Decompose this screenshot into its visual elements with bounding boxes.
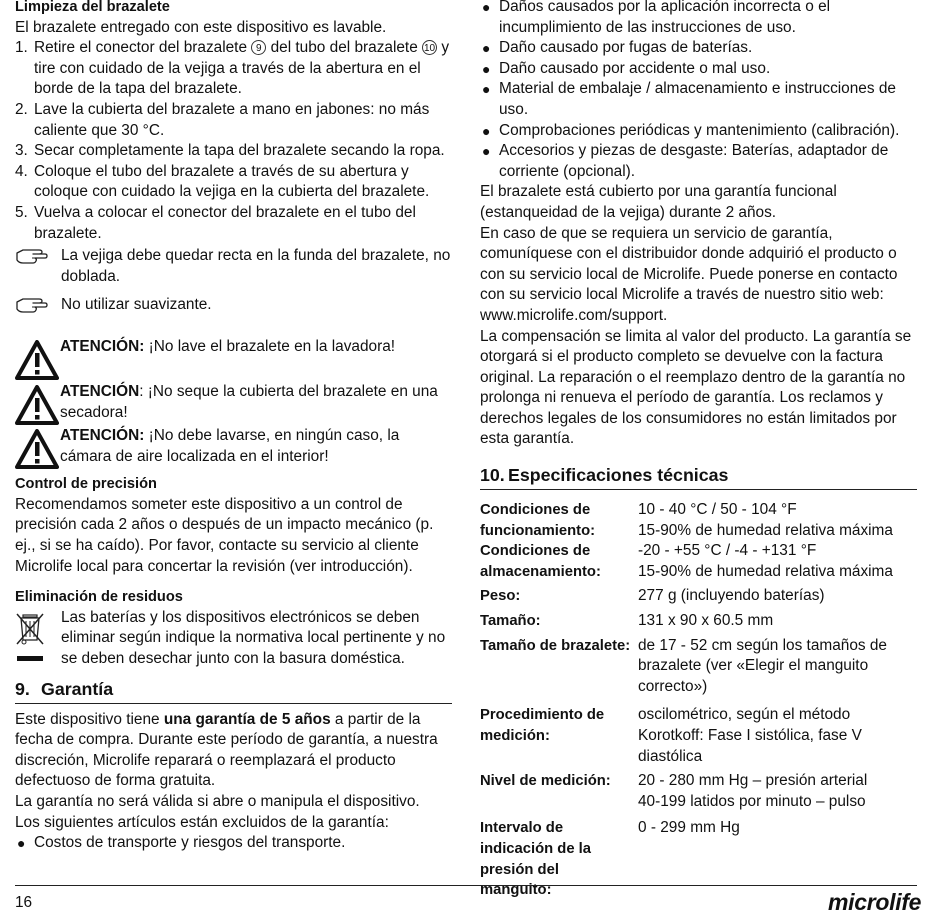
spec-key: Condiciones de funcionamiento: xyxy=(480,502,596,539)
spec-key: Tamaño: xyxy=(480,613,541,630)
section-title: Especificaciones técnicas xyxy=(508,465,729,486)
warning-washing-machine xyxy=(15,337,452,377)
list-item-text: Daño causado por fugas de baterías. xyxy=(499,39,753,57)
waste-heading: Eliminación de residuos xyxy=(15,589,183,606)
bullet-icon: ● xyxy=(482,0,491,15)
spec-value-text: -20 - +55 °C / -4 - +131 °F 15-90% de humedad relativa máxima xyxy=(638,542,893,580)
warranty-exclusions-left xyxy=(15,833,452,854)
spec-value xyxy=(638,541,917,582)
step-text: Coloque el tubo del brazalete a través de su abertura y coloque con cuidado la vejiga en la cubierta del brazalete. xyxy=(34,162,430,201)
warranty-compensation: La compensación se limita al valor del producto. La garantía se otorgará si el producto completo se devuelve con la factura original. La reparación o el reemplazo dentro de la garantía no prolonga ni renueva el período de garantía. Los reclamos y derechos legales de los consumidores no están limitados por esta garantía. xyxy=(480,327,912,448)
warning-lead: ATENCIÓN xyxy=(60,382,140,400)
bullet-icon: ● xyxy=(17,835,26,852)
specs-heading xyxy=(480,464,917,490)
specs-table xyxy=(480,500,917,901)
list-item-text: Accesorios y piezas de desgaste: Baterías, adaptador de corriente (opcional). xyxy=(499,142,889,180)
spec-key: Nivel de medición: xyxy=(480,773,611,790)
warning-triangle-icon xyxy=(15,340,59,380)
spec-value: 277 g (incluyendo baterías) xyxy=(638,587,825,605)
step-2 xyxy=(15,100,452,141)
warranty-text: Este dispositivo tiene xyxy=(15,710,164,728)
warning-text: ¡No lave el brazalete en la lavadora! xyxy=(144,337,396,355)
list-item xyxy=(480,59,917,80)
reference-9-icon: 9 xyxy=(251,40,266,55)
note-text: La vejiga debe quedar recta en la funda del brazalete, no doblada. xyxy=(61,247,451,285)
warranty-text: a partir de la fecha de compra. Durante este período de garantía, a nuestra discreción, Microlife reparará o reemplazará el producto defectuoso de forma gratuita. xyxy=(15,710,438,790)
cleaning-intro: El brazalete entregado con este dispositivo es lavable. xyxy=(15,18,387,36)
spec-key: Procedimiento de medición: xyxy=(480,707,605,744)
list-item xyxy=(480,141,917,182)
warning-air-chamber xyxy=(15,426,452,467)
spec-key: Peso: xyxy=(480,588,521,605)
warranty-service: En caso de que se requiera un servicio de garantía, comuníquese con el distribuidor donde adquirió el producto o con su servicio local de Microlife. Puede ponerse en contacto con su servicio local Microlife a través de nuestro sitio web: www.microlife.com/support. xyxy=(480,224,898,324)
list-item-text: Comprobaciones periódicas y mantenimiento (calibración). xyxy=(499,121,900,139)
pointing-hand-icon xyxy=(15,244,51,266)
spec-value-text: 20 - 280 mm Hg – presión arterial 40-199 latidos por minuto – pulso xyxy=(638,772,868,810)
spec-key: Tamaño de brazalete: xyxy=(480,637,631,654)
step-number: 1. xyxy=(15,39,28,57)
spec-value: 0 - 299 mm Hg xyxy=(638,819,740,837)
brand-logo: microlife xyxy=(828,889,922,915)
step-text: Vuelva a colocar el conector del brazalete en el tubo del brazalete. xyxy=(34,203,416,242)
step-1 xyxy=(15,38,452,100)
bullet-icon: ● xyxy=(482,81,491,98)
step-5 xyxy=(15,203,452,244)
bullet-icon: ● xyxy=(482,60,491,77)
section-number: 9. xyxy=(15,678,30,699)
left-column xyxy=(15,0,452,854)
step-number: 4. xyxy=(15,162,28,180)
bullet-icon: ● xyxy=(482,40,491,57)
step-text: y tire con cuidado de la vejiga a través de la abertura en el borde de la tapa del brazalete. xyxy=(34,39,450,98)
step-text: Retire el conector del brazalete xyxy=(34,39,248,57)
spec-value: de 17 - 52 cm según los tamaños de brazalete (ver «Elegir el manguito correcto») xyxy=(638,636,887,695)
warning-text: : ¡No seque la cubierta del brazalete en una secadora! xyxy=(60,382,438,421)
cleaning-steps xyxy=(15,38,452,244)
warning-lead: ATENCIÓN: xyxy=(60,427,145,445)
section-title: Garantía xyxy=(41,678,114,699)
step-number: 5. xyxy=(15,203,28,221)
cuff-warranty: El brazalete está cubierto por una garantía funcional (estanqueidad de la vejiga) durante 2 años. xyxy=(480,183,837,221)
reference-10-icon: 10 xyxy=(422,40,437,55)
spec-key: Intervalo de indicación de la presión del manguito: xyxy=(480,820,592,899)
bullet-icon: ● xyxy=(482,122,491,139)
spec-value-text: 10 - 40 °C / 50 - 104 °F 15-90% de humedad relativa máxima xyxy=(638,501,893,539)
step-4 xyxy=(15,162,452,203)
step-3 xyxy=(15,141,452,162)
note-text: No utilizar suavizante. xyxy=(61,296,212,314)
list-item xyxy=(15,833,452,854)
step-number: 3. xyxy=(15,142,28,160)
spec-value xyxy=(638,500,917,541)
waste-block xyxy=(15,608,452,670)
spec-value: 131 x 90 x 60.5 mm xyxy=(638,612,774,630)
spec-value: oscilométrico, según el método Korotkoff: Fase I sistólica, fase V diastólica xyxy=(638,706,862,765)
step-number: 2. xyxy=(15,100,28,118)
section-number: 10. xyxy=(480,465,505,486)
list-item-text: Costos de transporte y riesgos del transporte. xyxy=(34,834,346,852)
note-softener xyxy=(15,295,452,316)
warning-text: ¡No debe lavarse, en ningún caso, la cámara de aire localizada en el interior! xyxy=(60,427,400,465)
precision-text: Recomendamos someter este dispositivo a un control de precisión cada 2 años o después de un impacto mecánico (p. ej., si se ha caído). Por favor, contacte su servicio al cliente Microlife local para concertar la revisión (ver introducción). xyxy=(15,495,434,575)
spec-value xyxy=(638,771,917,812)
warning-dryer xyxy=(15,382,452,423)
list-item-text: Material de embalaje / almacenamiento e instrucciones de uso. xyxy=(499,80,896,118)
note-bladder xyxy=(15,246,452,287)
page-number: 16 xyxy=(15,894,33,911)
warning-triangle-icon xyxy=(15,385,59,425)
list-item-text: Daño causado por accidente o mal uso. xyxy=(499,59,771,77)
warranty-duration: una garantía de 5 años xyxy=(163,710,331,728)
list-item xyxy=(480,79,917,120)
warning-triangle-icon xyxy=(15,429,59,469)
list-item xyxy=(480,121,917,142)
warning-lead: ATENCIÓN: xyxy=(60,337,145,355)
list-item xyxy=(480,38,917,59)
warranty-paragraph-3: Los siguientes artículos están excluidos de la garantía: xyxy=(15,813,389,831)
spec-key: Condiciones de almacenamiento: xyxy=(480,543,601,580)
warranty-paragraph-1 xyxy=(15,710,452,792)
precision-heading: Control de precisión xyxy=(15,476,157,493)
footer-divider xyxy=(15,885,917,886)
warranty-paragraph-2: La garantía no será válida si abre o manipula el dispositivo. xyxy=(15,793,420,810)
warranty-exclusions-right xyxy=(480,0,917,182)
list-item xyxy=(480,0,917,38)
cleaning-heading: Limpieza del brazalete xyxy=(15,0,170,15)
list-item-text: Daños causados por la aplicación incorrecta o el incumplimiento de las instrucciones de uso. xyxy=(499,0,831,36)
step-text: Lave la cubierta del brazalete a mano en jabones: no más caliente que 30 °C. xyxy=(34,100,430,139)
crossed-bin-icon xyxy=(15,610,47,666)
step-text: del tubo del brazalete xyxy=(270,39,418,57)
waste-text: Las baterías y los dispositivos electrónicos se deben eliminar según indique la normativa local pertinente y no se deben desechar junto con la basura doméstica. xyxy=(61,608,446,668)
right-column xyxy=(480,0,917,901)
warranty-heading xyxy=(15,678,452,704)
step-text: Secar completamente la tapa del brazalete secando la ropa. xyxy=(34,142,445,160)
pointing-hand-icon xyxy=(15,293,51,315)
bullet-icon: ● xyxy=(482,143,491,160)
